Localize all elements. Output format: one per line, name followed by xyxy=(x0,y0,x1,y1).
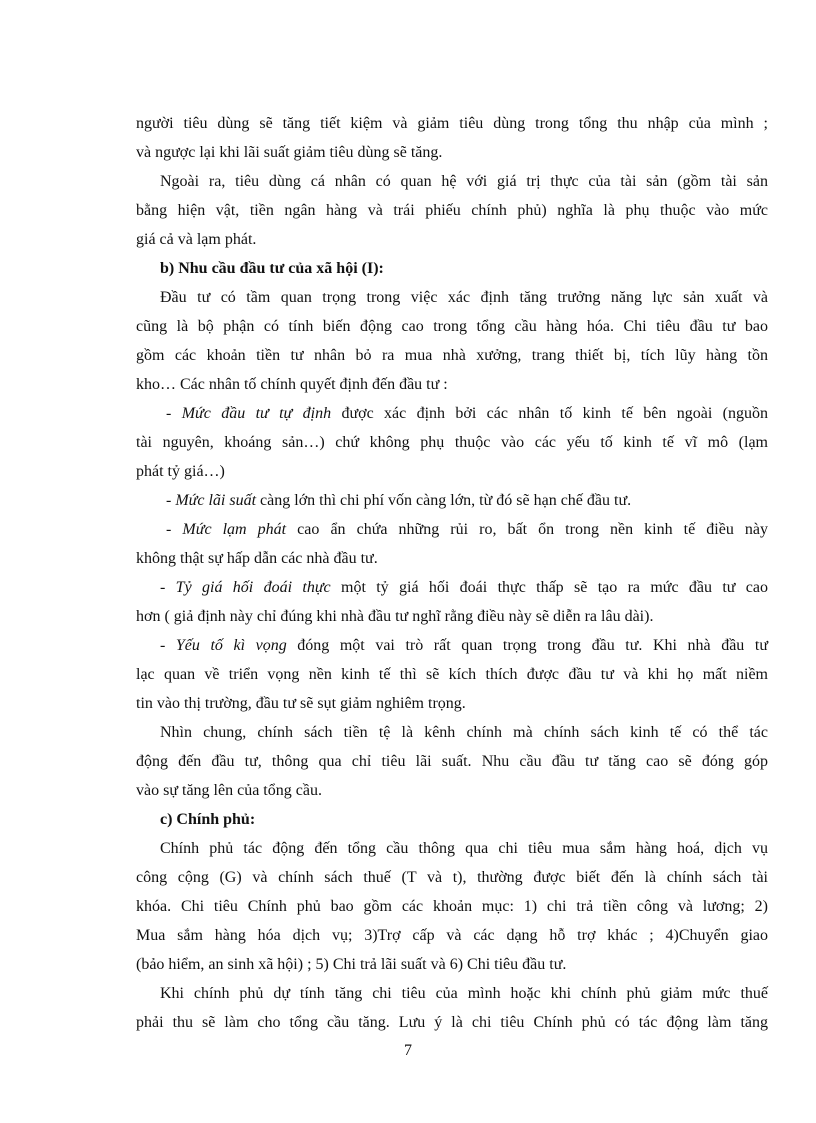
factor-term: Mức lạm phát xyxy=(182,521,287,538)
body-text-line: (bảo hiểm, an sinh xã hội) ; 5) Chi trả lãi suất và 6) Chi tiêu đầu tư. xyxy=(136,956,567,973)
body-text-line: Ngoài ra, tiêu dùng cá nhân có quan hệ với giá trị thực của tài sản (gồm tài sản xyxy=(160,173,768,190)
factor-term: Yếu tố kì vọng xyxy=(175,637,287,654)
body-text-line: động đến đầu tư, thông qua chỉ tiêu lãi suất. Nhu cầu đầu tư tăng cao sẽ đóng góp xyxy=(136,753,768,770)
factor-term: Mức đầu tư tự định xyxy=(181,405,332,422)
body-text-line: tài nguyên, khoáng sản…) chứ không phụ thuộc vào các yếu tố kinh tế vĩ mô (lạm xyxy=(136,434,768,451)
list-dash: - xyxy=(166,405,182,422)
body-text-line: Mua sắm hàng hóa dịch vụ; 3)Trợ cấp và các dạng hỗ trợ khác ; 4)Chuyển giao xyxy=(136,927,768,944)
body-text-line: tin vào thị trường, đầu tư sẽ sụt giảm nghiêm trọng. xyxy=(136,695,466,712)
body-text-line: Khi chính phủ dự tính tăng chi tiêu của mình hoặc khi chính phủ giảm mức thuế xyxy=(160,985,768,1002)
factor-term: Tỷ giá hối đoái thực xyxy=(175,579,331,596)
body-text-line: công cộng (G) và chính sách thuế (T và t), thường được biết đến là chính sách tài xyxy=(136,869,768,886)
body-text-line: vào sự tăng lên của tổng cầu. xyxy=(136,782,322,799)
body-text-line: gồm các khoản tiền tư nhân bỏ ra mua nhà xưởng, trang thiết bị, tích lũy hàng tồn xyxy=(136,347,768,364)
body-text-line: Nhìn chung, chính sách tiền tệ là kênh chính mà chính sách kinh tế có thể tác xyxy=(160,724,768,741)
factor-item-interest-rate xyxy=(166,491,646,511)
factor-item-autonomous-investment xyxy=(166,404,768,424)
factor-item-real-exchange-rate xyxy=(160,578,768,598)
body-text-line: Chính phủ tác động đến tổng cầu thông qua chi tiêu mua sắm hàng hoá, dịch vụ xyxy=(160,840,768,857)
factor-term: Mức lãi suất xyxy=(175,492,257,509)
list-dash: - xyxy=(160,579,176,596)
body-text-line: hơn ( giả định này chỉ đúng khi nhà đầu tư nghĩ rằng điều này sẽ diễn ra lâu dài). xyxy=(136,608,654,625)
section-heading-c: c) Chính phủ: xyxy=(160,811,256,828)
body-text-line: cũng là bộ phận có tính biến động cao trong tổng cầu hàng hóa. Chi tiêu đầu tư bao xyxy=(136,318,768,335)
factor-text: một tỷ giá hối đoái thực thấp sẽ tạo ra mức đầu tư cao xyxy=(330,579,769,596)
body-text-line: người tiêu dùng sẽ tăng tiết kiệm và giảm tiêu dùng trong tổng thu nhập của mình ; xyxy=(136,115,768,132)
body-text-line: và ngược lại khi lãi suất giảm tiêu dùng sẽ tăng. xyxy=(136,144,443,161)
body-text-line: Đầu tư có tầm quan trọng trong việc xác định tăng trưởng năng lực sản xuất và xyxy=(160,289,768,306)
factor-text: cao ẩn chứa những rủi ro, bất ổn trong nền kinh tế điều này xyxy=(286,521,769,538)
page-number: 7 xyxy=(404,1042,412,1059)
factor-item-inflation xyxy=(166,520,768,540)
body-text-line: giá cả và lạm phát. xyxy=(136,231,257,248)
body-text-line: phải thu sẽ làm cho tổng cầu tăng. Lưu ý là chi tiêu Chính phủ có tác động làm tăng xyxy=(136,1014,768,1031)
factor-text: đóng một vai trò rất quan trọng trong đầu tư. Khi nhà đầu tư xyxy=(286,637,769,654)
body-text-line: không thật sự hấp dẫn các nhà đầu tư. xyxy=(136,550,378,567)
list-dash: - xyxy=(166,521,183,538)
list-dash: - xyxy=(166,492,176,509)
body-text-line: lạc quan về triển vọng nền kinh tế thì sẽ kích thích được đầu tư và khi họ mất niềm xyxy=(136,666,768,683)
body-text-line: kho… Các nhân tố chính quyết định đến đầu tư : xyxy=(136,376,448,393)
section-heading-b: b) Nhu cầu đầu tư của xã hội (I): xyxy=(160,260,384,277)
body-text-line: khóa. Chi tiêu Chính phủ bao gồm các khoản mục: 1) chi trả tiền công và lương; 2) xyxy=(136,898,768,915)
body-text-line: bằng hiện vật, tiền ngân hàng và trái phiếu chính phủ) nghĩa là phụ thuộc vào mức xyxy=(136,202,768,219)
factor-item-expectations xyxy=(160,636,768,656)
body-text-line: phát tỷ giá…) xyxy=(136,463,225,480)
factor-text: càng lớn thì chi phí vốn càng lớn, từ đó sẽ hạn chế đầu tư. xyxy=(256,492,632,509)
factor-text: được xác định bởi các nhân tố kinh tế bên ngoài (nguồn xyxy=(331,405,768,422)
list-dash: - xyxy=(160,637,176,654)
